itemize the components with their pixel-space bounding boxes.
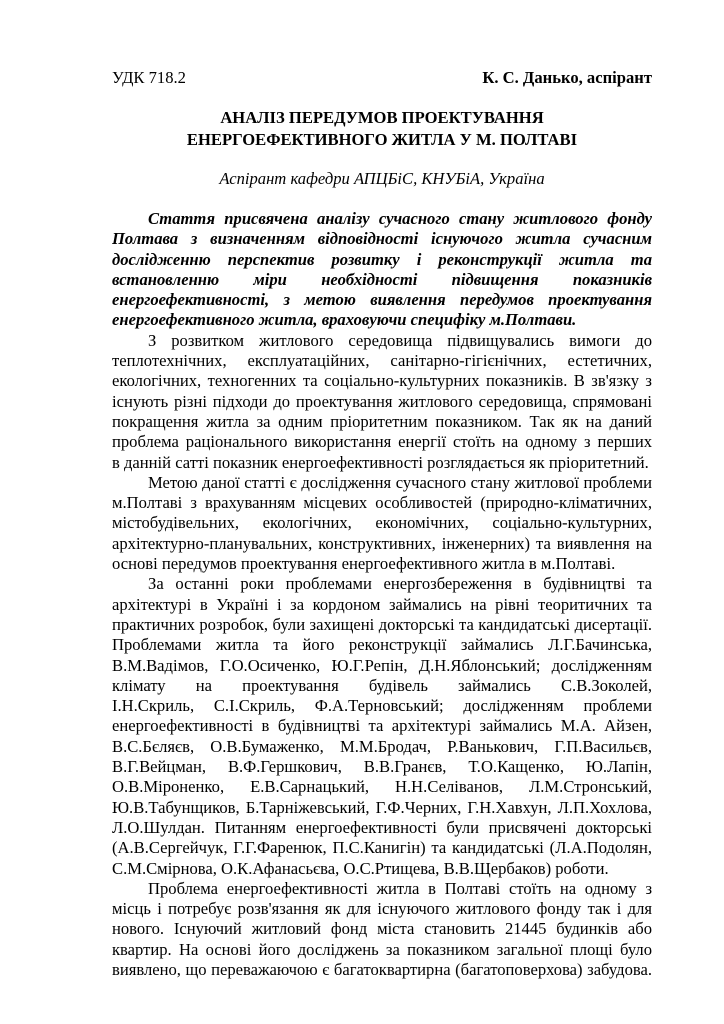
body-paragraph (112, 331, 652, 473)
text-line: виявлено, що переважаючою є багатоквартирна (багатоповерхова) забудова. (112, 959, 652, 979)
text-line: енергоефективного житла, враховуючи специфіку м.Полтави. (112, 310, 577, 330)
author-name: К. С. Данько, аспірант (482, 68, 652, 87)
text-line: встановленню міри необхідності підвищення показників (112, 269, 652, 289)
text-line: З розвитком житлового середовища підвищувались вимоги до (148, 330, 652, 350)
title-line: ЕНЕРГОЕФЕКТИВНОГО ЖИТЛА У М. ПОЛТАВІ (186, 130, 578, 149)
text-line: В.М.Вадімов, Г.О.Осиченко, Ю.Г.Репін, Д.Н.Яблонський; дослідженням (112, 655, 652, 675)
text-line: покращення житла за одним пріоритетним показником. Так як на даний (112, 411, 652, 431)
text-line: Стаття присвячена аналізу сучасного стану житлового фонду (148, 209, 652, 228)
text-line: клімату на проектування будівель займались С.В.Зоколей, (112, 675, 652, 695)
text-line: енергоефективності, з метою виявлення передумов проектування (112, 290, 652, 310)
text-line: І.Н.Скриль, С.І.Скриль, Ф.А.Терновський; дослідженням проблеми (112, 696, 652, 716)
text-line: архітектурі в Україні і за кордоном займались на рівні теоритичних та (112, 594, 652, 614)
text-line: О.В.Міроненко, Е.В.Сарнацький, Н.Н.Селіванов, Л.М.Стронський, (112, 777, 652, 797)
text-line: місць і потребує розв'язання як для існуючого житлового фонду так і для (112, 899, 652, 919)
text-line: нового. Існуючий житловий фонд міста становить 21445 будинків або (112, 919, 652, 939)
text-line: теплотехнічних, експлуатаційних, санітарно-гігієнічних, естетичних, (112, 351, 652, 371)
abstract-paragraph (112, 209, 652, 331)
text-line: містобудівельних, екологічних, економічних, соціально-культурних, (112, 513, 652, 533)
text-line: практичних розробок, були захищені докторські та кандидатські дисертації. (112, 614, 652, 634)
body-paragraph (112, 574, 652, 878)
text-line: архітектурно-планувальних, конструктивних, інженерних) та виявлення на (112, 533, 652, 553)
text-line: Л.О.Шулдан. Питанням енергоефективності були присвячені докторські (112, 817, 652, 837)
text-line: м.Полтаві з врахуванням місцевих особливостей (природно-кліматичних, (112, 493, 652, 513)
text-line: дослідженню перспектив розвитку і реконструкції житла та (112, 249, 652, 269)
text-line: (А.В.Сергейчук, Г.Г.Фаренюк, П.С.Канигін) та кандидатські (Л.А.Подолян, (112, 838, 652, 858)
text-line: В.Г.Вейцман, В.Ф.Гершкович, В.В.Гранєв, Т.О.Кащенко, Ю.Лапін, (112, 757, 652, 777)
text-line: Проблемами житла та його реконструкції займались Л.Г.Бачинська, (112, 635, 652, 655)
text-line: За останні роки проблемами енергозбереження в будівництві та (148, 574, 652, 594)
body-paragraph (112, 879, 652, 980)
text-line: екологічних, техногенних та соціально-культурних показників. В зв'язку з (112, 371, 652, 391)
article-title (112, 107, 652, 151)
text-line: квартир. На основі його досліджень за показником загальної площі було (112, 939, 652, 959)
text-line: Полтава з визначенням відповідності існуючого житла сучасним (112, 229, 652, 249)
body-paragraph (112, 473, 652, 574)
text-line: В.С.Бєляєв, О.В.Бумаженко, М.М.Бродач, Р.Ванькович, Г.П.Васильєв, (112, 736, 652, 756)
udk-code: УДК 718.2 (112, 68, 186, 87)
text-line: існують різні підходи до проектування житлового середовища, спрямовані (112, 391, 652, 411)
text-line: Метою даної статті є дослідження сучасного стану житлової проблеми (148, 472, 652, 492)
title-line: АНАЛІЗ ПЕРЕДУМОВ ПРОЕКТУВАННЯ (220, 108, 544, 127)
text-line: Ю.В.Табунщиков, Б.Тарніжевський, Г.Ф.Черних, Г.Н.Хавхун, Л.П.Хохлова, (112, 797, 652, 817)
text-line: в данній сатті показник енергоефективності розглядається як пріоритетний. (112, 452, 649, 472)
text-line: основі передумов проектування енергоефективного житла в м.Полтаві. (112, 554, 616, 574)
article-body (112, 209, 652, 980)
author-affiliation: Аспірант кафедри АПЦБіС, КНУБіА, Україна (219, 169, 545, 188)
page-header (112, 68, 652, 90)
text-line: Проблема енергоефективності житла в Полтаві стоїть на одному з (148, 878, 652, 898)
text-line: енергоефективності в будівництві та архітектурі займались М.А. Айзен, (112, 716, 652, 736)
text-line: С.М.Смірнова, О.К.Афанасьєва, О.С.Ртищева, В.В.Щербаков) роботи. (112, 858, 609, 878)
text-line: проблема раціонального використання енергії стоїть на одному з перших (112, 432, 652, 452)
